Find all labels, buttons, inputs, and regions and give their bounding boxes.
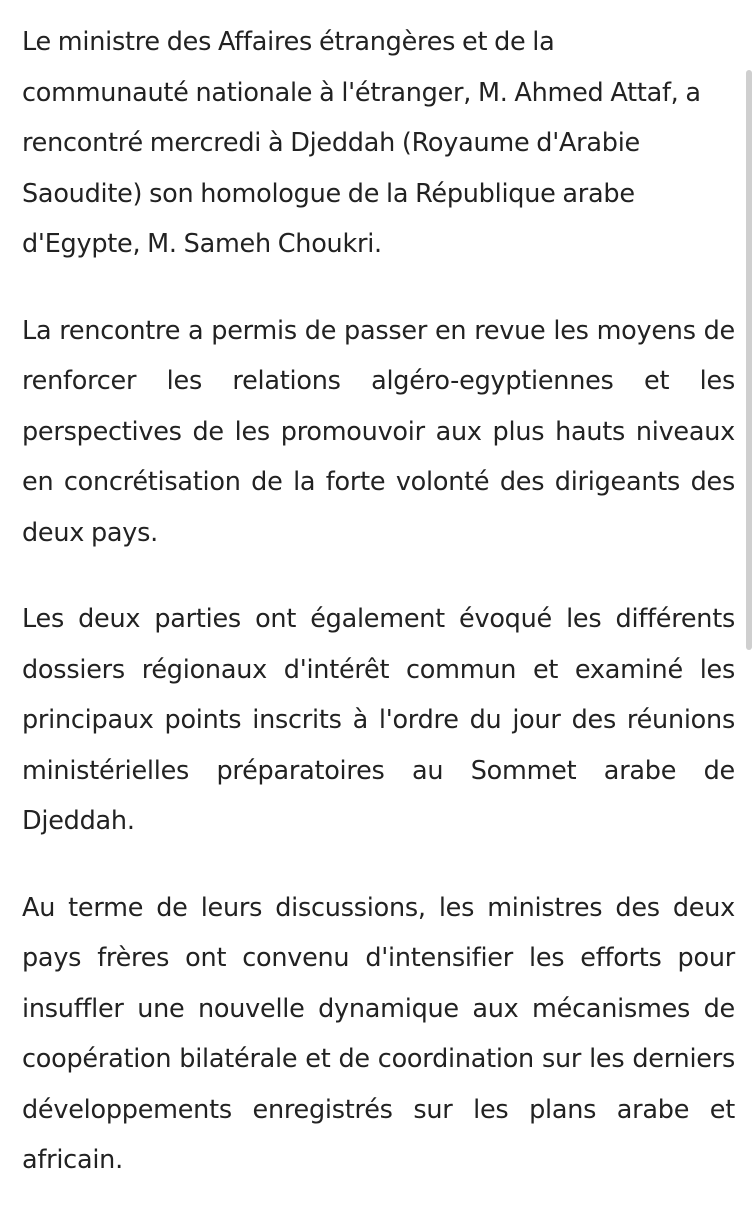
article-paragraph-3: Les deux parties ont également évoqué les différents dossiers régionaux d'intérêt commun et examiné les principaux points inscrits à l'ordre du jour des réunions ministérielles préparatoires au Sommet arabe de Djeddah.	[22, 604, 735, 836]
article-paragraph-2: La rencontre a permis de passer en revue les moyens de renforcer les relations algéro-egyptiennes et les perspectives de les promouvoir aux plus hauts niveaux en concrétisation de la forte volonté des dirigeants des deux pays.	[22, 315, 735, 548]
article-paragraph-1: Le ministre des Affaires étrangères et de la communauté nationale à l'étranger, M. Ahmed Attaf, a rencontré mercredi à Djeddah (Royaume d'Arabie Saoudite) son homologue de la République arabe d'Egypte, M. Sameh Choukri.	[22, 27, 701, 259]
scrollbar-thumb[interactable]	[746, 70, 752, 650]
article-paragraph-4: Au terme de leurs discussions, les ministres des deux pays frères ont convenu d'intensifier les efforts pour insuffler une nouvelle dynamique aux mécanismes de coopération bilatérale et de coordination sur les derniers développements enregistrés sur les plans arabe et africain.	[22, 892, 735, 1175]
article-body	[22, 17, 735, 1222]
